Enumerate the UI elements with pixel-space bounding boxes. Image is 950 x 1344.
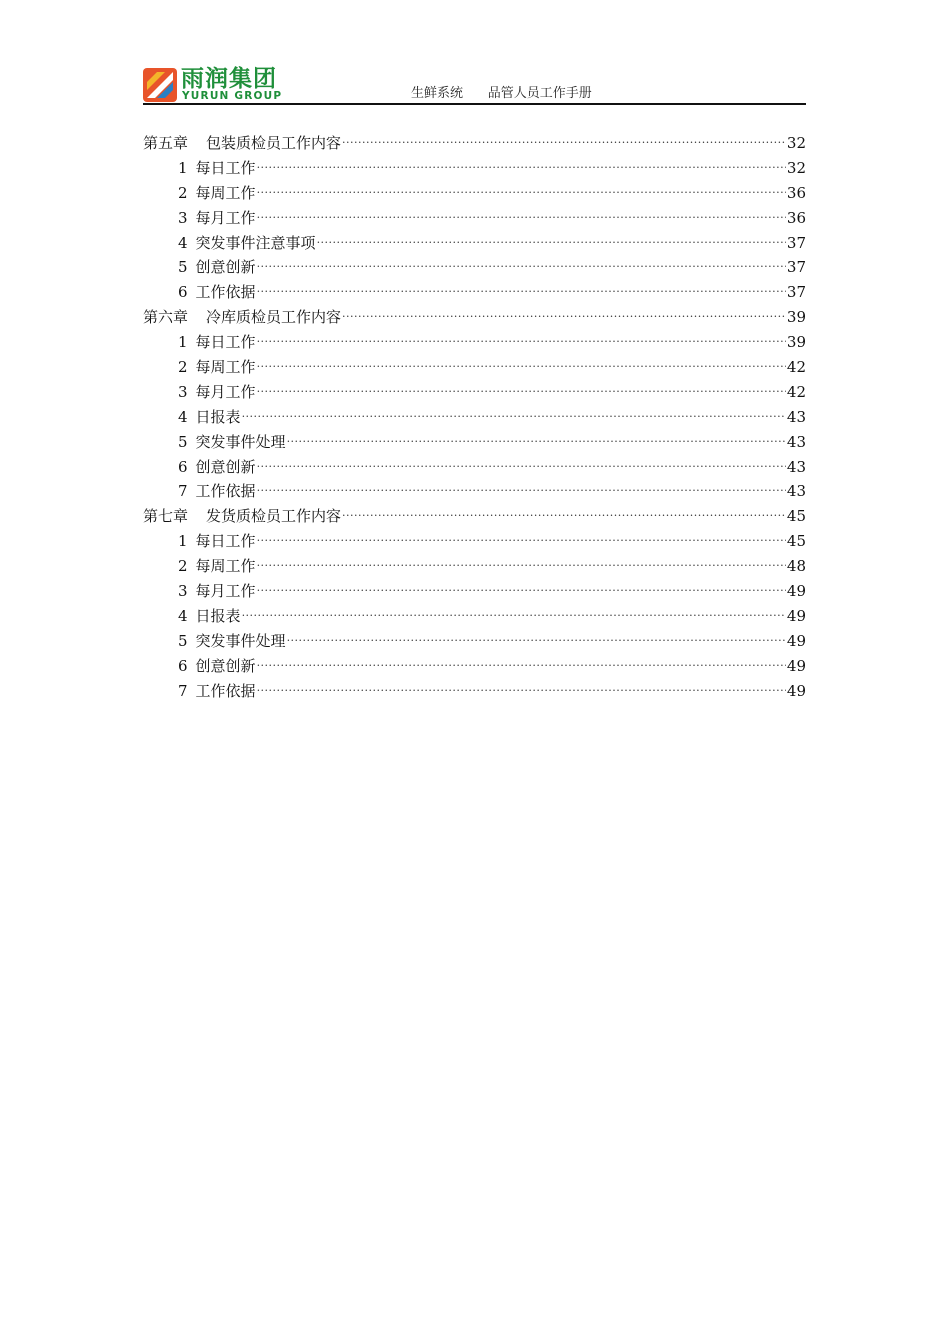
toc-section-title: 每日工作 <box>195 158 256 177</box>
toc-section-number: 2 <box>178 358 188 377</box>
toc-section-entry[interactable] <box>143 275 806 300</box>
toc-page-number: 32 <box>786 158 806 177</box>
toc-page-number: 49 <box>786 631 806 650</box>
toc-page-number: 32 <box>786 134 806 152</box>
header-rule <box>143 103 806 105</box>
yurun-logo-icon <box>143 68 177 102</box>
toc-leader-dots <box>257 649 786 671</box>
toc-section-title: 每日工作 <box>195 333 256 352</box>
toc-section-title: 工作依据 <box>195 283 256 302</box>
toc-section-entry[interactable] <box>143 400 806 425</box>
toc-section-number: 7 <box>178 681 188 700</box>
toc-section-number: 2 <box>178 183 188 202</box>
toc-page-number: 42 <box>786 358 806 377</box>
toc-page-number: 49 <box>786 606 806 625</box>
toc-section-number: 6 <box>178 656 188 675</box>
toc-section-title: 每周工作 <box>195 183 256 202</box>
toc-page-number: 49 <box>786 681 806 700</box>
toc-page-number: 37 <box>786 258 806 277</box>
toc-section-title: 每月工作 <box>195 582 256 601</box>
toc-page-number: 49 <box>786 582 806 601</box>
toc-section-number: 1 <box>178 532 188 551</box>
toc-chapter-entry[interactable] <box>143 499 806 524</box>
toc-section-number: 7 <box>178 482 188 501</box>
table-of-contents <box>143 126 806 698</box>
toc-section-title: 日报表 <box>195 407 241 426</box>
toc-section-title: 每周工作 <box>195 358 256 377</box>
toc-section-number: 4 <box>178 606 188 625</box>
toc-section-title: 每周工作 <box>195 557 256 576</box>
toc-leader-dots <box>257 201 786 223</box>
toc-leader-dots <box>257 549 786 571</box>
toc-section-number: 4 <box>178 233 188 252</box>
logo-chinese-text: 雨润集团 <box>181 66 277 92</box>
toc-section-title: 创意创新 <box>195 656 256 675</box>
toc-section-number: 3 <box>178 582 188 601</box>
toc-page-number: 36 <box>786 183 806 202</box>
toc-page-number: 37 <box>786 283 806 302</box>
toc-section-entry[interactable] <box>143 176 806 201</box>
toc-leader-dots <box>257 450 786 472</box>
toc-leader-dots <box>242 599 786 621</box>
toc-leader-dots <box>257 250 786 272</box>
toc-section-number: 5 <box>178 432 188 451</box>
toc-section-title: 突发事件处理 <box>195 432 286 451</box>
toc-section-number: 6 <box>178 283 188 302</box>
toc-page-number: 43 <box>786 457 806 476</box>
toc-section-entry[interactable] <box>143 624 806 649</box>
toc-leader-dots <box>257 375 786 397</box>
toc-section-title: 每月工作 <box>195 382 256 401</box>
toc-chapter-entry[interactable] <box>143 300 806 325</box>
toc-section-number: 4 <box>178 407 188 426</box>
toc-section-number: 1 <box>178 333 188 352</box>
toc-section-entry[interactable] <box>143 226 806 251</box>
toc-leader-dots <box>287 425 786 447</box>
page-header <box>143 64 806 106</box>
company-logo <box>143 66 313 104</box>
toc-section-title: 创意创新 <box>195 457 256 476</box>
toc-leader-dots <box>257 524 786 546</box>
toc-section-number: 1 <box>178 158 188 177</box>
toc-leader-dots <box>257 325 786 347</box>
toc-leader-dots <box>342 499 786 521</box>
toc-leader-dots <box>257 574 786 596</box>
logo-english-text: YURUN GROUP <box>182 90 283 102</box>
toc-section-number: 3 <box>178 382 188 401</box>
toc-section-entry[interactable] <box>143 524 806 549</box>
toc-page-number: 43 <box>786 407 806 426</box>
toc-section-number: 2 <box>178 557 188 576</box>
toc-page-number: 36 <box>786 208 806 227</box>
toc-section-title: 每日工作 <box>195 532 256 551</box>
toc-chapter-name: 冷库质检员工作内容 <box>206 308 342 327</box>
toc-section-number: 5 <box>178 631 188 650</box>
header-title: 生鲜系统 品管人员工作手册 <box>411 86 592 101</box>
toc-chapter-name: 包装质检员工作内容 <box>206 134 342 152</box>
toc-leader-dots <box>257 151 786 173</box>
toc-section-entry[interactable] <box>143 549 806 574</box>
toc-section-title: 突发事件处理 <box>195 631 286 650</box>
toc-page-number: 39 <box>786 333 806 352</box>
toc-chapter-label: 第七章 <box>143 507 189 526</box>
toc-page-number: 43 <box>786 482 806 501</box>
toc-section-entry[interactable] <box>143 599 806 624</box>
toc-section-entry[interactable] <box>143 250 806 275</box>
toc-leader-dots <box>342 300 786 322</box>
toc-section-entry[interactable] <box>143 201 806 226</box>
toc-section-number: 3 <box>178 208 188 227</box>
toc-section-title: 创意创新 <box>195 258 256 277</box>
toc-page-number: 39 <box>786 308 806 327</box>
toc-section-number: 6 <box>178 457 188 476</box>
toc-section-title: 突发事件注意事项 <box>195 233 316 252</box>
toc-section-title: 日报表 <box>195 606 241 625</box>
toc-leader-dots <box>257 176 786 198</box>
toc-chapter-label: 第六章 <box>143 308 189 327</box>
toc-section-entry[interactable] <box>143 649 806 674</box>
toc-page-number: 43 <box>786 432 806 451</box>
toc-section-entry[interactable] <box>143 325 806 350</box>
toc-section-number: 5 <box>178 258 188 277</box>
toc-section-entry[interactable] <box>143 350 806 375</box>
toc-page-number: 48 <box>786 557 806 576</box>
toc-leader-dots <box>342 126 786 148</box>
toc-chapter-entry[interactable] <box>143 126 806 151</box>
toc-page-number: 37 <box>786 233 806 252</box>
toc-leader-dots <box>257 350 786 372</box>
toc-page-number: 49 <box>786 656 806 675</box>
toc-leader-dots <box>257 474 786 496</box>
toc-section-title: 工作依据 <box>195 681 256 700</box>
toc-section-entry[interactable] <box>143 474 806 499</box>
toc-leader-dots <box>242 400 786 422</box>
toc-section-entry[interactable] <box>143 375 806 400</box>
toc-leader-dots <box>257 674 786 696</box>
toc-page-number: 45 <box>786 507 806 526</box>
toc-section-title: 每月工作 <box>195 208 256 227</box>
toc-chapter-name: 发货质检员工作内容 <box>206 507 342 526</box>
toc-chapter-label: 第五章 <box>143 134 189 152</box>
toc-section-entry[interactable] <box>143 450 806 475</box>
toc-section-entry[interactable] <box>143 151 806 176</box>
toc-page-number: 45 <box>786 532 806 551</box>
toc-section-title: 工作依据 <box>195 482 256 501</box>
toc-leader-dots <box>257 275 786 297</box>
toc-section-entry[interactable] <box>143 574 806 599</box>
toc-leader-dots <box>317 226 786 248</box>
toc-section-entry[interactable] <box>143 674 806 699</box>
toc-section-entry[interactable] <box>143 425 806 450</box>
toc-leader-dots <box>287 624 786 646</box>
toc-page-number: 42 <box>786 382 806 401</box>
